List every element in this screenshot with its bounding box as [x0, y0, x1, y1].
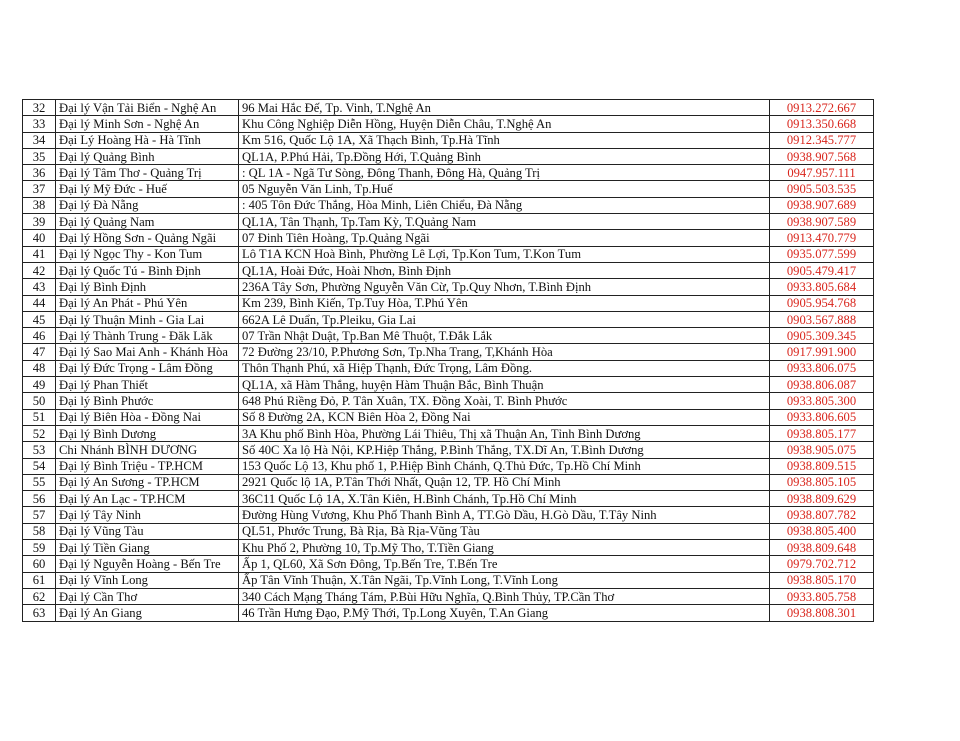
- row-number: 33: [23, 116, 56, 132]
- agent-phone: 0903.567.888: [770, 311, 874, 327]
- agent-phone: 0938.808.301: [770, 605, 874, 621]
- agent-address: QL1A, Tân Thạnh, Tp.Tam Kỳ, T.Quảng Nam: [239, 214, 770, 230]
- agent-phone: 0938.907.568: [770, 148, 874, 164]
- agent-name: Đại lý An Sương - TP.HCM: [56, 474, 239, 490]
- agent-address: QL1A, xã Hàm Thắng, huyện Hàm Thuận Bắc, Bình Thuận: [239, 377, 770, 393]
- agent-name: Đại lý Bình Định: [56, 279, 239, 295]
- row-number: 39: [23, 214, 56, 230]
- agent-address: 3A Khu phố Bình Hòa, Phường Lái Thiêu, Thị xã Thuận An, Tỉnh Bình Dương: [239, 425, 770, 441]
- agent-name: Chi Nhánh BÌNH DƯƠNG: [56, 442, 239, 458]
- agent-address: 662A Lê Duẩn, Tp.Pleiku, Gia Lai: [239, 311, 770, 327]
- row-number: 55: [23, 474, 56, 490]
- row-number: 43: [23, 279, 56, 295]
- table-row: [23, 100, 874, 116]
- row-number: 46: [23, 328, 56, 344]
- agent-address: Km 516, Quốc Lộ 1A, Xã Thạch Bình, Tp.Hà Tĩnh: [239, 132, 770, 148]
- agent-phone: 0905.479.417: [770, 262, 874, 278]
- agent-address: Thôn Thạnh Phú, xã Hiệp Thạnh, Đức Trọng, Lâm Đồng.: [239, 360, 770, 376]
- table-row: [23, 523, 874, 539]
- agent-address: 72 Đường 23/10, P.Phương Sơn, Tp.Nha Trang, T,Khánh Hòa: [239, 344, 770, 360]
- table-row: [23, 230, 874, 246]
- agent-address: : 405 Tôn Đức Thắng, Hòa Minh, Liên Chiểu, Đà Nẵng: [239, 197, 770, 213]
- agent-address: Km 239, Bình Kiến, Tp.Tuy Hòa, T.Phú Yên: [239, 295, 770, 311]
- agent-name: Đại lý Vĩnh Long: [56, 572, 239, 588]
- agent-address: 05 Nguyễn Văn Linh, Tp.Huế: [239, 181, 770, 197]
- agent-address: QL51, Phước Trung, Bà Rịa, Bà Rịa-Vũng Tàu: [239, 523, 770, 539]
- agent-address: Khu Phố 2, Phường 10, Tp.Mỹ Tho, T.Tiền Giang: [239, 540, 770, 556]
- agent-address: 96 Mai Hắc Đế, Tp. Vinh, T.Nghệ An: [239, 100, 770, 116]
- agent-phone: 0938.905.075: [770, 442, 874, 458]
- agent-phone: 0905.309.345: [770, 328, 874, 344]
- row-number: 54: [23, 458, 56, 474]
- agent-address: Số 8 Đường 2A, KCN Biên Hòa 2, Đồng Nai: [239, 409, 770, 425]
- agent-address: 153 Quốc Lộ 13, Khu phố 1, P.Hiệp Bình Chánh, Q.Thủ Đức, Tp.Hồ Chí Minh: [239, 458, 770, 474]
- agent-table: [22, 99, 874, 622]
- agent-phone: 0933.805.684: [770, 279, 874, 295]
- agent-address: Ấp 1, QL60, Xã Sơn Đông, Tp.Bến Tre, T.Bến Tre: [239, 556, 770, 572]
- agent-address: 2921 Quốc lộ 1A, P.Tân Thới Nhất, Quận 12, TP. Hồ Chí Minh: [239, 474, 770, 490]
- agent-name: Đại lý Bình Triệu - TP.HCM: [56, 458, 239, 474]
- row-number: 63: [23, 605, 56, 621]
- agent-name: Đại lý Sao Mai Anh - Khánh Hòa: [56, 344, 239, 360]
- agent-phone: 0938.806.087: [770, 377, 874, 393]
- table-row: [23, 116, 874, 132]
- row-number: 49: [23, 377, 56, 393]
- row-number: 62: [23, 588, 56, 604]
- table-row: [23, 360, 874, 376]
- row-number: 38: [23, 197, 56, 213]
- table-row: [23, 605, 874, 621]
- table-row: [23, 572, 874, 588]
- row-number: 58: [23, 523, 56, 539]
- agent-address: Đường Hùng Vương, Khu Phố Thanh Bình A, TT.Gò Dầu, H.Gò Dầu, T.Tây Ninh: [239, 507, 770, 523]
- table-row: [23, 588, 874, 604]
- table-row: [23, 246, 874, 262]
- table-row: [23, 262, 874, 278]
- row-number: 35: [23, 148, 56, 164]
- table-row: [23, 425, 874, 441]
- agent-phone: 0938.907.689: [770, 197, 874, 213]
- agent-phone: 0938.809.629: [770, 491, 874, 507]
- table-row: [23, 458, 874, 474]
- table-row: [23, 344, 874, 360]
- agent-address: 340 Cách Mạng Tháng Tám, P.Bùi Hữu Nghĩa, Q.Bình Thủy, TP.Cần Thơ: [239, 588, 770, 604]
- table-row: [23, 409, 874, 425]
- agent-phone: 0938.805.400: [770, 523, 874, 539]
- agent-name: Đại lý Phan Thiết: [56, 377, 239, 393]
- agent-phone: 0905.954.768: [770, 295, 874, 311]
- agent-address: 236A Tây Sơn, Phường Nguyễn Văn Cừ, Tp.Quy Nhơn, T.Bình Định: [239, 279, 770, 295]
- agent-phone: 0938.809.515: [770, 458, 874, 474]
- agent-name: Đại lý Hồng Sơn - Quảng Ngãi: [56, 230, 239, 246]
- row-number: 47: [23, 344, 56, 360]
- row-number: 50: [23, 393, 56, 409]
- agent-name: Đại lý Tây Ninh: [56, 507, 239, 523]
- agent-address: 07 Đinh Tiên Hoàng, Tp.Quảng Ngãi: [239, 230, 770, 246]
- table-row: [23, 311, 874, 327]
- agent-phone: 0905.503.535: [770, 181, 874, 197]
- agent-name: Đại lý Minh Sơn - Nghệ An: [56, 116, 239, 132]
- agent-phone: 0938.805.105: [770, 474, 874, 490]
- agent-name: Đại lý Mỹ Đức - Huế: [56, 181, 239, 197]
- agent-name: Đại lý Ngọc Thy - Kon Tum: [56, 246, 239, 262]
- agent-phone: 0938.809.648: [770, 540, 874, 556]
- agent-phone: 0917.991.900: [770, 344, 874, 360]
- agent-phone: 0912.345.777: [770, 132, 874, 148]
- agent-phone: 0938.907.589: [770, 214, 874, 230]
- row-number: 56: [23, 491, 56, 507]
- agent-address: 36C11 Quốc Lộ 1A, X.Tân Kiên, H.Bình Chánh, Tp.Hồ Chí Minh: [239, 491, 770, 507]
- row-number: 53: [23, 442, 56, 458]
- agent-name: Đại lý Bình Phước: [56, 393, 239, 409]
- agent-phone: 0933.806.075: [770, 360, 874, 376]
- row-number: 60: [23, 556, 56, 572]
- agent-address: Ấp Tân Vĩnh Thuận, X.Tân Ngãi, Tp.Vĩnh Long, T.Vĩnh Long: [239, 572, 770, 588]
- table-row: [23, 377, 874, 393]
- table-row: [23, 181, 874, 197]
- agent-table-body: [23, 100, 874, 622]
- agent-name: Đại lý Tiền Giang: [56, 540, 239, 556]
- agent-address: QL1A, Hoài Đức, Hoài Nhơn, Bình Định: [239, 262, 770, 278]
- agent-address: Lô T1A KCN Hoà Bình, Phường Lê Lợi, Tp.Kon Tum, T.Kon Tum: [239, 246, 770, 262]
- agent-name: Đại lý Vận Tải Biển - Nghệ An: [56, 100, 239, 116]
- agent-address: QL1A, P.Phú Hải, Tp.Đồng Hới, T.Quảng Bình: [239, 148, 770, 164]
- agent-name: Đại lý Nguyễn Hoàng - Bến Tre: [56, 556, 239, 572]
- agent-phone: 0913.272.667: [770, 100, 874, 116]
- agent-phone: 0933.805.758: [770, 588, 874, 604]
- agent-address: 648 Phú Riềng Đỏ, P. Tân Xuân, TX. Đồng Xoài, T. Bình Phước: [239, 393, 770, 409]
- row-number: 52: [23, 425, 56, 441]
- table-row: [23, 540, 874, 556]
- agent-phone: 0938.807.782: [770, 507, 874, 523]
- agent-address: Khu Công Nghiệp Diễn Hồng, Huyện Diễn Châu, T.Nghệ An: [239, 116, 770, 132]
- agent-phone: 0913.350.668: [770, 116, 874, 132]
- row-number: 34: [23, 132, 56, 148]
- row-number: 36: [23, 165, 56, 181]
- table-row: [23, 132, 874, 148]
- agent-phone: 0938.805.177: [770, 425, 874, 441]
- agent-name: Đại lý Quảng Bình: [56, 148, 239, 164]
- agent-name: Đại lý Thành Trung - Đăk Lăk: [56, 328, 239, 344]
- row-number: 59: [23, 540, 56, 556]
- agent-name: Đại lý An Giang: [56, 605, 239, 621]
- agent-phone: 0935.077.599: [770, 246, 874, 262]
- agent-name: Đại lý Đà Nẵng: [56, 197, 239, 213]
- agent-name: Đại lý An Lạc - TP.HCM: [56, 491, 239, 507]
- row-number: 42: [23, 262, 56, 278]
- row-number: 45: [23, 311, 56, 327]
- agent-phone: 0933.805.300: [770, 393, 874, 409]
- row-number: 37: [23, 181, 56, 197]
- agent-name: Đại lý Tâm Thơ - Quảng Trị: [56, 165, 239, 181]
- row-number: 48: [23, 360, 56, 376]
- agent-phone: 0913.470.779: [770, 230, 874, 246]
- row-number: 44: [23, 295, 56, 311]
- table-row: [23, 279, 874, 295]
- table-row: [23, 328, 874, 344]
- row-number: 32: [23, 100, 56, 116]
- row-number: 57: [23, 507, 56, 523]
- table-row: [23, 442, 874, 458]
- agent-address: 46 Trần Hưng Đạo, P.Mỹ Thới, Tp.Long Xuyên, T.An Giang: [239, 605, 770, 621]
- row-number: 40: [23, 230, 56, 246]
- table-row: [23, 507, 874, 523]
- agent-name: Đại lý Vũng Tàu: [56, 523, 239, 539]
- agent-phone: 0938.805.170: [770, 572, 874, 588]
- table-row: [23, 197, 874, 213]
- agent-name: Đại lý An Phát - Phú Yên: [56, 295, 239, 311]
- agent-address: Số 40C Xa lộ Hà Nội, KP.Hiệp Thắng, P.Bình Thắng, TX.Dĩ An, T.Bình Dương: [239, 442, 770, 458]
- table-row: [23, 556, 874, 572]
- row-number: 51: [23, 409, 56, 425]
- agent-name: Đại lý Thuận Minh - Gia Lai: [56, 311, 239, 327]
- agent-name: Đại lý Đức Trọng - Lâm Đồng: [56, 360, 239, 376]
- agent-phone: 0947.957.111: [770, 165, 874, 181]
- table-row: [23, 148, 874, 164]
- agent-name: Đại lý Quảng Nam: [56, 214, 239, 230]
- agent-name: Đại Lý Hoàng Hà - Hà Tĩnh: [56, 132, 239, 148]
- table-row: [23, 165, 874, 181]
- table-row: [23, 393, 874, 409]
- agent-phone: 0979.702.712: [770, 556, 874, 572]
- agent-address: 07 Trần Nhật Duật, Tp.Ban Mê Thuột, T.Đắk Lắk: [239, 328, 770, 344]
- agent-phone: 0933.806.605: [770, 409, 874, 425]
- row-number: 61: [23, 572, 56, 588]
- agent-address: : QL 1A - Ngã Tư Sòng, Đông Thanh, Đông Hà, Quảng Trị: [239, 165, 770, 181]
- table-row: [23, 474, 874, 490]
- table-row: [23, 491, 874, 507]
- agent-name: Đại lý Cần Thơ: [56, 588, 239, 604]
- table-row: [23, 214, 874, 230]
- table-row: [23, 295, 874, 311]
- agent-name: Đại lý Quốc Tú - Bình Định: [56, 262, 239, 278]
- agent-name: Đại lý Bình Dương: [56, 425, 239, 441]
- row-number: 41: [23, 246, 56, 262]
- agent-name: Đại lý Biên Hòa - Đồng Nai: [56, 409, 239, 425]
